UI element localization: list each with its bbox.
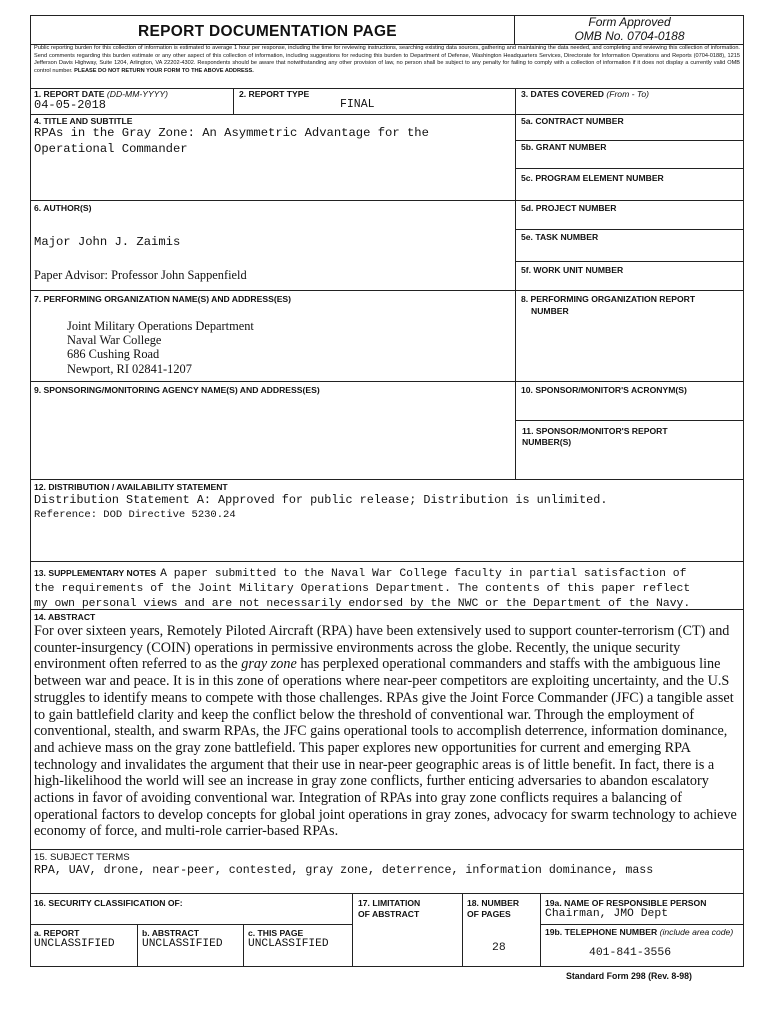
address-line: Naval War College	[67, 333, 162, 348]
report-type-field[interactable]: FINAL	[340, 98, 375, 111]
paper-advisor: Paper Advisor: Professor John Sappenfield	[34, 268, 247, 282]
burden-bold-text: PLEASE DO NOT RETURN YOUR FORM TO THE ABOVE ADDRESS.	[74, 67, 254, 74]
responsible-person-label: 19a. NAME OF RESPONSIBLE PERSON	[545, 898, 707, 908]
sponsor-report-number-label: 11. SPONSOR/MONITOR'S REPORT NUMBER(S)	[522, 426, 668, 447]
supplementary-notes[interactable]	[34, 564, 740, 612]
task-number-label: 5e. TASK NUMBER	[521, 232, 599, 242]
form-approved-label: Form Approved	[588, 15, 671, 29]
project-number-label: 5d. PROJECT NUMBER	[521, 203, 617, 213]
responsible-person-field[interactable]: Chairman, JMO Dept	[545, 908, 669, 920]
author-field[interactable]: Major John J. Zaimis	[34, 235, 181, 249]
sponsor-acronym-label: 10. SPONSOR/MONITOR'S ACRONYM(S)	[521, 385, 687, 395]
report-date-label: 1. REPORT DATE (DD-MM-YYYY)	[34, 89, 169, 99]
report-date-hint: (DD-MM-YYYY)	[106, 89, 169, 99]
report-date-field[interactable]: 04-05-2018	[34, 98, 107, 112]
address-line: Joint Military Operations Department	[67, 319, 254, 333]
grant-number-label: 5b. GRANT NUMBER	[521, 142, 607, 152]
supplementary-line: the requirements of the Joint Military Operations Department. The contents of this paper reflect	[34, 583, 691, 595]
author-label: 6. AUTHOR(S)	[34, 203, 92, 213]
security-classification-label: 16. SECURITY CLASSIFICATION OF:	[34, 898, 183, 908]
title-subtitle-label: 4. TITLE AND SUBTITLE	[34, 116, 133, 126]
page-classification-field[interactable]: UNCLASSIFIED	[248, 938, 329, 950]
telephone-hint: (include area code)	[659, 927, 734, 937]
subject-terms-field[interactable]: RPA, UAV, drone, near-peer, contested, gray zone, deterrence, information dominance, mass	[34, 864, 654, 877]
report-classification-field[interactable]: UNCLASSIFIED	[34, 938, 115, 950]
program-element-label: 5c. PROGRAM ELEMENT NUMBER	[521, 173, 664, 183]
dates-covered-label: 3. DATES COVERED (From - To)	[521, 89, 649, 99]
omb-number: OMB No. 0704-0188	[574, 29, 685, 43]
perf-report-number-label: 8. PERFORMING ORGANIZATION REPORT NUMBER	[521, 294, 696, 316]
telephone-field[interactable]: 401-841-3556	[589, 947, 672, 959]
telephone-label: 19b. TELEPHONE NUMBER (include area code)	[545, 927, 734, 937]
number-of-pages-field[interactable]: 28	[492, 942, 506, 954]
abstract-emphasis: gray zone	[241, 656, 297, 673]
performing-org-address[interactable]	[67, 319, 254, 376]
page-title: REPORT DOCUMENTATION PAGE	[138, 23, 397, 40]
distribution-label: 12. DISTRIBUTION / AVAILABILITY STATEMENT	[34, 482, 228, 492]
abstract-classification-label: b. ABSTRACT	[142, 928, 199, 938]
supplementary-line: my own personal views and are not necessarily endorsed by the NWC or the Department of the Navy.	[34, 598, 691, 610]
page-classification-label: c. THIS PAGE	[248, 928, 304, 938]
abstract-text[interactable]: For over sixteen years, Remotely Piloted Aircraft (RPA) have been extensively used to support counter-terrorism (CT) and counter-insurgency (COIN) operations in permissive environments across the globe. Recently, the unique security environment often referred to as the gray zone has perplexed operational commanders and staffs with the ambiguous line between war and peace. It is in this zone of operations where near-peer competitors are exploiting uncertainty, and the U.S struggles to identify means to compete with those challenges. RPAs give the Joint Force Commander (JFC) a tangible asset to gain battlefield clarity and keep the conflict below the threshold of conventional war. Through the employment of conventional, stealth, and swarm RPAs, the JFC gains operational tools to accomplish deterrence, information dominance, and achieve mass on the gray zone battlefield. This paper explores new opportunities for current and emerging RPA technology and invalidates the argument that their use in near-peer geographic areas is of little benefit. In fact, there is a high-likelihood the world will see an increase in gray zone conflicts, further enticing adversaries to abandon escalatory actions in favor of avoiding conventional war. Integration of RPAs into gray zone conflicts requires a balancing of operational factors to develop concepts for global joint operations in gray zones, advocacy for swarm technology to achieve economy of force, and multi-role carrier-based RPAs.	[34, 623, 737, 840]
burden-statement	[34, 45, 740, 75]
burden-text: Public reporting burden for this collection of information is estimated to average 1 hour per response, including the time for reviewing instructions, searching existing data sources, gathering and maintaining the data needed, and completing and reviewing this collection of information. Send comments regarding this burden estimate or any other aspect of this collection of information, including suggestions for reducing this burden to Department of Defense, Washington Headquarters Services, Directorate for Information Operations and Reports (0704-0188), 1215 Jefferson Davis Highway, Suite 1204, Arlington, VA 22202-4302. Respondents should be aware that notwithstanding any other provision of law, no person shall be subject to any penalty for failing to comply with a collection of information if it does not display a currently valid OMB control number.	[34, 45, 740, 74]
title-line-2[interactable]: Operational Commander	[34, 142, 188, 156]
sponsoring-agency-label: 9. SPONSORING/MONITORING AGENCY NAME(S) AND ADDRESS(ES)	[34, 385, 320, 395]
performing-org-label: 7. PERFORMING ORGANIZATION NAME(S) AND ADDRESS(ES)	[34, 294, 292, 304]
report-classification-label: a. REPORT	[34, 928, 80, 938]
contract-number-label: 5a. CONTRACT NUMBER	[521, 116, 624, 126]
form-number: Standard Form 298 (Rev. 8-98)	[566, 971, 692, 981]
abstract-classification-field[interactable]: UNCLASSIFIED	[142, 938, 223, 950]
address-line: 686 Cushing Road	[67, 347, 160, 362]
supplementary-line: A paper submitted to the Naval War College faculty in partial satisfaction of	[160, 568, 687, 580]
distribution-statement[interactable]: Distribution Statement A: Approved for public release; Distribution is unlimited.	[34, 493, 608, 507]
work-unit-label: 5f. WORK UNIT NUMBER	[521, 265, 624, 275]
address-line: Newport, RI 02841-1207	[67, 361, 192, 376]
distribution-reference: Reference: DOD Directive 5230.24	[34, 509, 236, 521]
number-of-pages-label: 18. NUMBER OF PAGES	[467, 898, 520, 919]
dates-covered-hint: (From - To)	[606, 89, 649, 99]
abstract-label: 14. ABSTRACT	[34, 612, 96, 622]
subject-terms-label: 15. SUBJECT TERMS	[34, 852, 130, 863]
title-line-1[interactable]: RPAs in the Gray Zone: An Asymmetric Advantage for the	[34, 126, 429, 140]
supplementary-notes-label: 13. SUPPLEMENTARY NOTES	[34, 568, 157, 578]
report-type-label: 2. REPORT TYPE	[239, 89, 310, 99]
limitation-label: 17. LIMITATION OF ABSTRACT	[358, 898, 421, 919]
